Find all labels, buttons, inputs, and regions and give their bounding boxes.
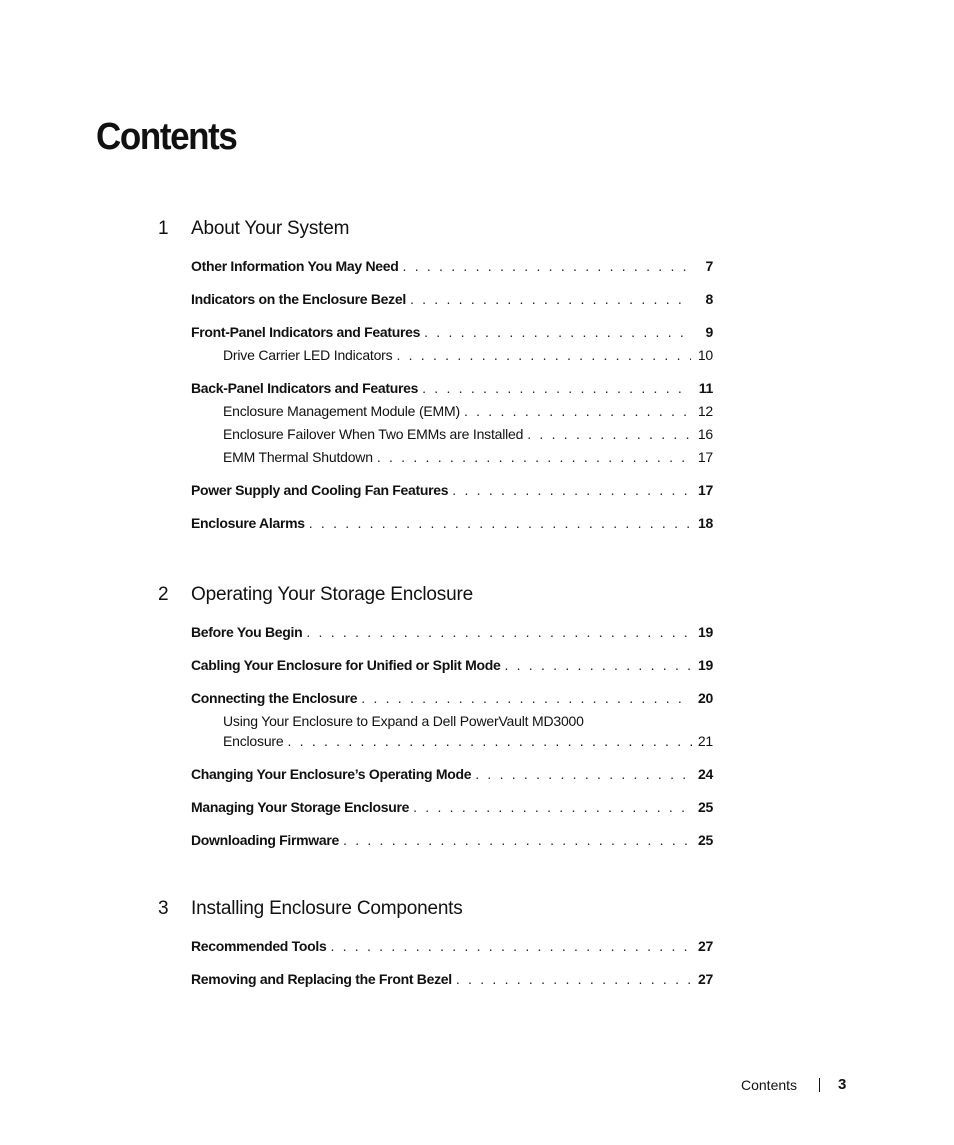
toc-entry-label: Cabling Your Enclosure for Unified or Split Mode xyxy=(191,657,501,673)
toc-entry-page: 8 xyxy=(705,291,713,307)
toc-entry-page: 19 xyxy=(698,624,713,640)
toc-entry[interactable] xyxy=(191,480,713,500)
page-title: Contents xyxy=(96,116,237,158)
toc-entry-label: Connecting the Enclosure xyxy=(191,690,358,706)
leader-dots xyxy=(410,289,691,309)
toc-entry[interactable] xyxy=(191,322,713,342)
leader-dots xyxy=(361,688,691,708)
toc-entry-label: Enclosure Alarms xyxy=(191,515,305,531)
chapter-3 xyxy=(0,898,954,989)
toc-entry-page: 27 xyxy=(698,938,713,954)
chapter-heading xyxy=(0,584,954,610)
toc-entry[interactable] xyxy=(191,830,713,850)
toc-entry[interactable] xyxy=(191,513,713,533)
toc-entry[interactable] xyxy=(191,688,713,708)
toc-entry-page: 7 xyxy=(705,258,713,274)
leader-dots xyxy=(377,447,691,467)
leader-dots xyxy=(306,622,691,642)
toc-entry-label: Enclosure Failover When Two EMMs are Installed xyxy=(223,426,524,442)
toc-entry-page: 19 xyxy=(698,657,713,673)
toc-entry-label: Enclosure Management Module (EMM) xyxy=(223,403,460,419)
leader-dots xyxy=(424,322,691,342)
toc-subentry[interactable] xyxy=(223,424,713,444)
toc-entry[interactable] xyxy=(191,797,713,817)
chapter-title[interactable]: Operating Your Storage Enclosure xyxy=(191,584,473,605)
toc-entry-page: 16 xyxy=(697,426,713,442)
page-footer xyxy=(741,1076,846,1093)
toc-entry-label: Drive Carrier LED Indicators xyxy=(223,347,393,363)
chapter-1 xyxy=(0,218,954,533)
chapter-title[interactable]: Installing Enclosure Components xyxy=(191,898,463,919)
toc-entry-page: 11 xyxy=(698,380,713,396)
leader-dots xyxy=(475,764,691,784)
toc-entry-label: EMM Thermal Shutdown xyxy=(223,449,373,465)
leader-dots xyxy=(413,797,691,817)
leader-dots xyxy=(396,345,691,365)
toc-entry-label: Removing and Replacing the Front Bezel xyxy=(191,971,452,987)
toc-entry-label: Managing Your Storage Enclosure xyxy=(191,799,410,815)
toc-entry-label: Changing Your Enclosure’s Operating Mode xyxy=(191,766,472,782)
toc-entry-label: Front-Panel Indicators and Features xyxy=(191,324,421,340)
toc-entry-label: Before You Begin xyxy=(191,624,303,640)
chapter-title[interactable]: About Your System xyxy=(191,218,350,239)
leader-dots xyxy=(330,936,691,956)
toc-entry[interactable] xyxy=(191,936,713,956)
toc-entry-label: Indicators on the Enclosure Bezel xyxy=(191,291,406,307)
leader-dots xyxy=(309,513,691,533)
toc-entry-page: 17 xyxy=(697,449,713,465)
chapter-number: 2 xyxy=(158,584,169,605)
toc-subentry[interactable] xyxy=(223,447,713,467)
toc-subentry[interactable] xyxy=(223,711,713,751)
toc-entry-label: Downloading Firmware xyxy=(191,832,340,848)
toc-entry-page: 17 xyxy=(698,482,713,498)
toc-entry[interactable] xyxy=(191,378,713,398)
leader-dots xyxy=(343,830,691,850)
toc-entry-page: 10 xyxy=(697,347,713,363)
chapter-heading xyxy=(0,218,954,244)
toc-entry-page: 21 xyxy=(697,733,713,749)
toc-entry-page: 27 xyxy=(698,971,713,987)
toc-entry-page: 12 xyxy=(697,403,713,419)
leader-dots xyxy=(422,378,691,398)
footer-page-number: 3 xyxy=(838,1076,847,1093)
leader-dots xyxy=(456,969,691,989)
toc-entry-label: Power Supply and Cooling Fan Features xyxy=(191,482,449,498)
toc-entry[interactable] xyxy=(191,969,713,989)
chapter-heading xyxy=(0,898,954,924)
toc-entry-label: Back-Panel Indicators and Features xyxy=(191,380,419,396)
toc-entry-label: Recommended Tools xyxy=(191,938,327,954)
toc-entry[interactable] xyxy=(191,289,713,309)
toc-entry[interactable] xyxy=(191,764,713,784)
leader-dots xyxy=(527,424,691,444)
leader-dots xyxy=(464,401,691,421)
chapter-number: 3 xyxy=(158,898,169,919)
toc-entry-page: 25 xyxy=(698,832,713,848)
toc-entry-label: Using Your Enclosure to Expand a Dell PowerVault MD3000 xyxy=(223,713,584,729)
footer-divider xyxy=(819,1078,820,1092)
leader-dots xyxy=(287,731,691,751)
chapter-2 xyxy=(0,584,954,850)
toc-entry-page: 24 xyxy=(698,766,713,782)
toc-subentry[interactable] xyxy=(223,345,713,365)
toc-entry-page: 9 xyxy=(705,324,713,340)
toc-subentry[interactable] xyxy=(223,401,713,421)
toc-entry-page: 18 xyxy=(698,515,713,531)
toc-entry-label: Other Information You May Need xyxy=(191,258,399,274)
toc-entry-page: 20 xyxy=(698,690,713,706)
leader-dots xyxy=(452,480,691,500)
chapter-number: 1 xyxy=(158,218,169,239)
toc-entry-label: Enclosure xyxy=(223,733,284,749)
toc-entry[interactable] xyxy=(191,655,713,675)
toc-entry[interactable] xyxy=(191,622,713,642)
leader-dots xyxy=(504,655,691,675)
toc-entry[interactable] xyxy=(191,256,713,276)
footer-section: Contents xyxy=(741,1076,798,1093)
toc-entry-page: 25 xyxy=(698,799,713,815)
leader-dots xyxy=(403,256,691,276)
